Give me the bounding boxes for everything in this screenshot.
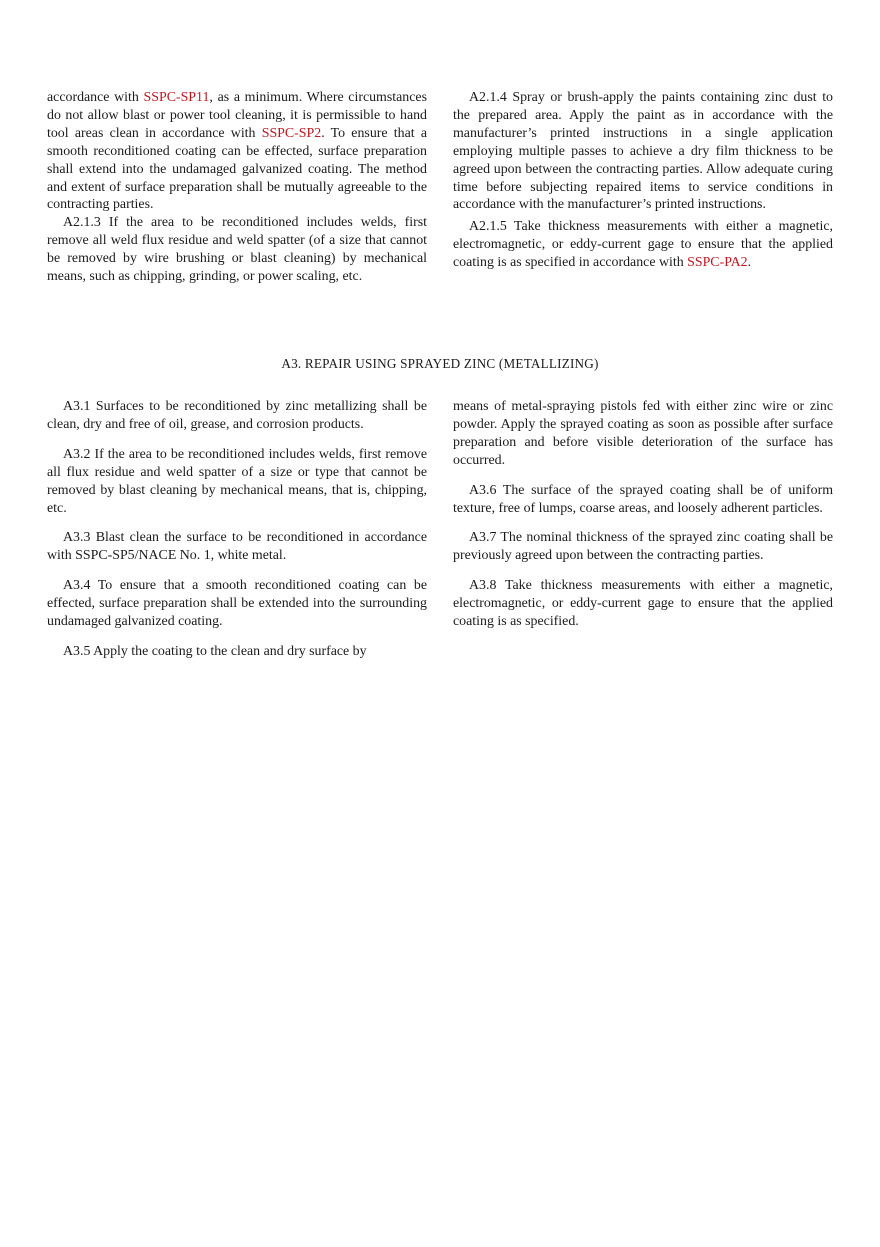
section-heading-a3: A3. REPAIR USING SPRAYED ZINC (METALLIZING) (281, 356, 599, 371)
link-sspc-pa2[interactable]: SSPC-PA2 (687, 255, 748, 271)
text-segment: , as a minimum. Where circumstances do not allow blast or power tool cleaning, it is permissible to hand tool areas clean in accordance with (47, 90, 427, 141)
text-segment: . (747, 255, 752, 271)
paragraph-a2-1-5 (453, 218, 833, 272)
text-segment: . To ensure that a smooth reconditioned coating can be effected, surface preparation shall extend into the undamaged galvanized coating. The method and extent of surface preparation shall be mutually agreeable to the contracting parties. (47, 125, 427, 213)
paragraph-a2-1-3: A2.1.3 If the area to be reconditioned includes welds, first remove all weld flux residue and weld spatter (of a size that cannot be removed by wire brushing or blast cleaning) by mechanical means, such as chipping, grinding, or power scaling, etc. (47, 215, 427, 285)
paragraph-a2-1-2-continued (47, 89, 427, 214)
text-segment: accordance with (47, 90, 144, 105)
paragraph-a3-2: A3.2 If the area to be reconditioned includes welds, first remove all flux residue and weld spatter of a size or type that cannot be removed by blast cleaning by mechanical means, that is, chipping, etc. (47, 446, 427, 516)
paragraph-a3-7: A3.7 The nominal thickness of the sprayed zinc coating shall be previously agreed upon between the contracting parties. (453, 530, 833, 564)
link-sspc-sp11[interactable]: SSPC-SP11 (143, 90, 210, 105)
paragraph-a3-4: A3.4 To ensure that a smooth reconditioned coating can be effected, surface preparation shall be extended into the surrounding undamaged galvanized coating. (47, 578, 427, 630)
paragraph-a3-5-continued: means of metal-spraying pistols fed with either zinc wire or zinc powder. Apply the sprayed coating as soon as possible after surface preparation and before visible deterioration of the surface has occurred. (453, 399, 833, 468)
paragraph-a3-6: A3.6 The surface of the sprayed coating shall be of uniform texture, free of lumps, coarse areas, and loosely adherent particles. (453, 482, 833, 516)
text-segment: A2.1.5 Take thickness measurements with either a magnetic, electromagnetic, or eddy-current gage to ensure that the applied coating is as specified in accordance with (453, 219, 833, 271)
bottom-right-column (453, 398, 833, 631)
bottom-left-column (47, 398, 427, 661)
top-left-column (47, 89, 427, 286)
paragraph-a3-3: A3.3 Blast clean the surface to be reconditioned in accordance with SSPC-SP5/NACE No. 1, white metal. (47, 530, 427, 564)
link-sspc-sp2[interactable]: SSPC-SP2 (261, 125, 322, 141)
paragraph-a3-8: A3.8 Take thickness measurements with either a magnetic, electromagnetic, or eddy-current gage to ensure that the applied coating is as specified. (453, 578, 833, 630)
paragraph-a2-1-4: A2.1.4 Spray or brush-apply the paints containing zinc dust to the prepared area. Apply the paint as in accordance with the manufacturer’s printed instructions in a single application employing multiple passes to achieve a dry film thickness to be agreed upon between the contracting parties. Allow adequate curing time before subjecting repaired items to service conditions in accordance with the manufacturer’s printed instructions. (453, 90, 833, 213)
top-right-column (453, 89, 833, 272)
paragraph-a3-1: A3.1 Surfaces to be reconditioned by zinc metallizing shall be clean, dry and free of oil, grease, and corrosion products. (47, 399, 427, 432)
paragraph-a3-5: A3.5 Apply the coating to the clean and dry surface by (63, 643, 367, 659)
